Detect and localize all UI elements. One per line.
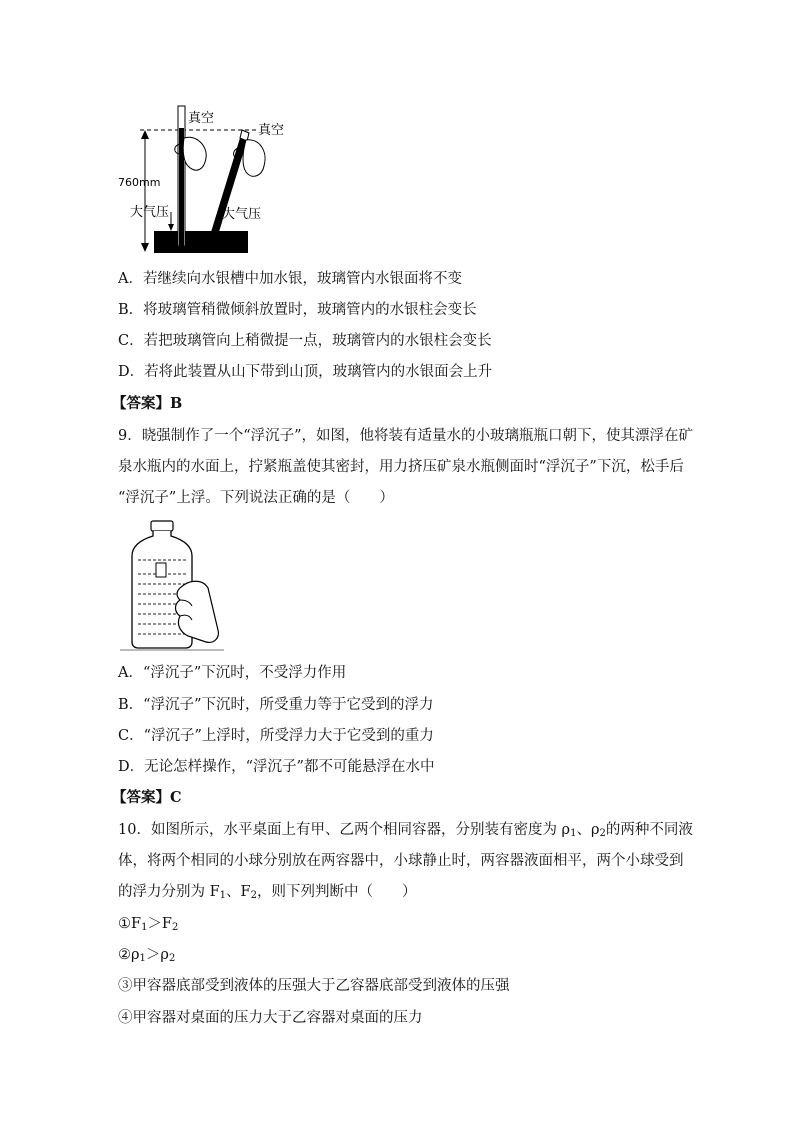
q10-stem-line-1-a: 10．如图所示，水平桌面上有甲、乙两个相同容器，分别装有密度为 ρ [118,822,571,838]
q10-stem-line-3 [118,882,416,906]
q9-option-d: D．无论怎样操作，“浮沉子”都不可能悬浮在水中 [118,759,435,775]
label-height: 760mm [118,176,161,189]
q10-stem-line-2: 体，将两个相同的小球分别放在两容器中，小球静止时，两容器液面相平，两个小球受到 [118,853,684,869]
label-pressure-right: 大气压 [222,207,262,222]
q10-stem-line-3-b: ，则下列判断中（ ） [256,884,417,900]
q10-stem-line-3-sub-1: 1 [219,890,227,901]
q9-option-b: B．“浮沉子”下沉时，所受重力等于它受到的浮力 [118,697,434,713]
q10-item-2-a: ②ρ [118,947,140,963]
q10-stem-line-3-sub-2: 2 [250,890,257,901]
q9-option-c: C．“浮沉子”上浮时，所受浮力大于它受到的重力 [118,728,434,744]
q9-stem-line-2: 泉水瓶内的水面上，拧紧瓶盖使其密封，用力挤压矿泉水瓶侧面时“浮沉子”下沉，松手后 [118,459,684,475]
q10-item-2 [118,945,175,969]
q10-stem-line-1 [118,820,693,844]
q9-stem-line-1: 9．晓强制作了一个“浮沉子”，如图，他将装有适量水的小玻璃瓶瓶口朝下，使其漂浮在矿 [118,428,694,444]
q10-item-2-mid: ＞ρ [145,947,169,963]
q10-item-4: ④甲容器对桌面的压力大于乙容器对桌面的压力 [118,1010,423,1026]
q9-answer: 【答案】C [112,789,182,806]
q10-stem-line-3-a: 的浮力分别为 F [118,884,220,900]
q9-option-a: A．“浮沉子”下沉时，不受浮力作用 [118,665,347,681]
q10-stem-sub-2: 2 [599,828,606,839]
label-pressure-left: 大气压 [130,205,170,220]
cartesian-diver-figure [118,518,226,652]
q10-item-2-sub-2: 2 [168,953,176,964]
torricelli-figure [118,100,298,258]
q8-option-a: A．若继续向水银槽中加水银，玻璃管内水银面将不变 [118,271,462,287]
q8-option-c: C．若把玻璃管向上稍微提一点，玻璃管内的水银柱会变长 [118,333,492,349]
label-vacuum-right: 真空 [258,123,285,138]
q10-item-1 [118,914,178,938]
q10-item-1-mid: ＞F [147,916,172,932]
q10-stem-line-1-b: 的两种不同液 [605,822,693,838]
q10-item-1-sub-2: 2 [172,922,179,933]
q10-stem-line-1-mid: 、ρ [576,822,600,838]
q10-item-1-sub-1: 1 [141,922,148,933]
label-vacuum-left: 真空 [188,111,215,126]
q10-stem-sub-1: 1 [570,828,577,839]
q10-item-1-a: ①F [118,916,142,932]
q8-option-d: D．若将此装置从山下带到山顶，玻璃管内的水银面会上升 [118,364,493,380]
q8-option-b: B．将玻璃管稍微倾斜放置时，玻璃管内的水银柱会变长 [118,302,477,318]
q10-item-3: ③甲容器底部受到液体的压强大于乙容器底部受到液体的压强 [118,978,510,994]
q10-stem-line-3-mid: 、F [226,884,251,900]
q9-stem-line-3: “浮沉子”上浮。下列说法正确的是（ ） [118,490,394,506]
q8-answer: 【答案】B [112,395,183,412]
q10-item-2-sub-1: 1 [139,953,146,964]
